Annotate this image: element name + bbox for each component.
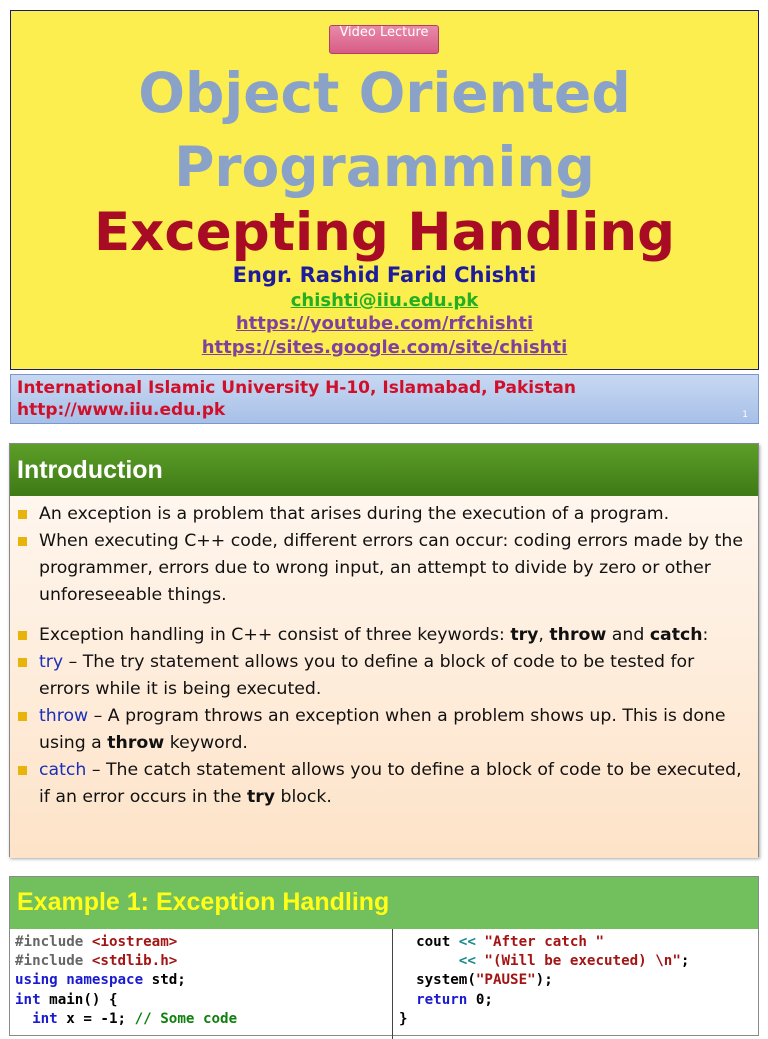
bullet-text: An exception is a problem that arises during the execution of a program.	[39, 504, 670, 524]
code-text: system(	[399, 972, 476, 989]
example-header	[10, 877, 758, 929]
code-header-name: <stdlib.h>	[91, 953, 178, 970]
code-text: cout	[399, 934, 459, 950]
code-text: main() {	[49, 991, 118, 1008]
slide-number: 1	[742, 410, 748, 420]
example-slide	[9, 876, 759, 1036]
code-line	[15, 933, 392, 952]
lecture-subtitle: Excepting Handling	[93, 202, 676, 263]
code-line	[15, 952, 392, 971]
code-text: std;	[151, 972, 186, 989]
keyword-catch: catch	[649, 625, 703, 645]
keyword-throw: throw	[549, 625, 607, 645]
bullet-square-icon	[18, 537, 27, 546]
bullet-text: – The catch statement allows you to define a block of code to be executed, if an error occurs in the	[39, 760, 742, 807]
bullet-square-icon	[18, 631, 27, 640]
separator: ,	[538, 625, 550, 645]
bullet-item	[18, 649, 748, 703]
code-indent	[399, 992, 416, 1008]
code-text: x = -1;	[66, 1010, 135, 1027]
code-preprocessor: #include	[15, 953, 92, 970]
separator: and	[606, 625, 650, 645]
author-name: Engr. Rashid Farid Chishti	[232, 263, 537, 287]
code-keyword: return	[416, 991, 476, 1008]
code-keyword: int	[32, 1010, 67, 1027]
code-text: }	[399, 1010, 408, 1027]
code-line	[15, 971, 392, 990]
code-line	[15, 1010, 392, 1029]
bullet-text: Exception handling in C++ consist of three keywords:	[39, 625, 511, 645]
code-keyword: using namespace	[15, 972, 152, 989]
bullet-square-icon	[18, 658, 27, 667]
keyword-throw-bold: throw	[107, 733, 165, 753]
university-bar	[10, 374, 759, 424]
keyword-try: try	[510, 625, 539, 645]
introduction-title: Introduction	[17, 456, 163, 484]
code-line	[399, 933, 758, 952]
code-panel-left	[10, 929, 393, 1039]
bullet-item	[18, 501, 748, 528]
bullet-text: – The try statement allows you to define a block of code to be tested for errors while it is being executed.	[39, 652, 695, 699]
bullet-item	[18, 703, 748, 757]
code-text: 0;	[475, 991, 493, 1008]
university-name: International Islamic University H-10, Islamabad, Pakistan	[17, 378, 576, 398]
separator: :	[702, 625, 709, 645]
bullet-item	[18, 528, 748, 609]
introduction-header	[10, 444, 758, 496]
code-line	[399, 1010, 758, 1029]
course-title-line2: Programming	[174, 135, 595, 199]
keyword-try: try	[39, 652, 64, 672]
code-text: );	[535, 972, 553, 989]
code-string: "PAUSE"	[475, 972, 536, 989]
code-text: ;	[680, 953, 690, 970]
code-panel-right	[394, 929, 758, 1039]
code-header-name: <iostream>	[91, 934, 178, 950]
bullet-square-icon	[18, 766, 27, 775]
bullet-square-icon	[18, 510, 27, 519]
code-preprocessor: #include	[15, 934, 92, 950]
introduction-slide	[9, 443, 759, 857]
code-line	[399, 991, 758, 1010]
code-string: "(Will be executed) \n"	[484, 953, 681, 970]
bullet-text: keyword.	[164, 733, 248, 753]
introduction-body	[10, 496, 758, 858]
bullet-text: – A program throws an exception when a problem shows up. This is done using a	[39, 706, 726, 753]
code-line	[399, 971, 758, 990]
example-title: Example 1: Exception Handling	[17, 888, 390, 916]
youtube-link[interactable]: https://youtube.com/rfchishti	[235, 313, 534, 334]
code-indent	[15, 1011, 32, 1027]
bullet-square-icon	[18, 712, 27, 721]
code-operator: <<	[458, 934, 485, 950]
website-link[interactable]: https://sites.google.com/site/chishti	[201, 337, 568, 358]
keyword-throw: throw	[39, 706, 89, 726]
code-indent	[399, 953, 459, 969]
bullet-list	[18, 501, 748, 811]
bullet-item	[18, 622, 748, 649]
code-operator: <<	[458, 953, 485, 970]
course-title-line1: Object Oriented	[138, 61, 631, 125]
code-string: "After catch "	[484, 934, 605, 950]
bullet-text: When executing C++ code, different errors can occur: coding errors made by the programmer, errors due to wrong input, an attempt to divide by zero or other unforeseeable things.	[39, 531, 743, 605]
code-comment: // Some code	[134, 1010, 238, 1027]
university-url[interactable]: http://www.iiu.edu.pk	[17, 400, 226, 420]
code-line	[399, 952, 758, 971]
video-lecture-button[interactable]: Video Lecture	[329, 25, 439, 54]
bullet-text: block.	[275, 787, 332, 807]
title-slide	[10, 10, 759, 370]
keyword-catch: catch	[39, 760, 87, 780]
email-link[interactable]: chishti@iiu.edu.pk	[290, 290, 479, 311]
keyword-try-bold: try	[246, 787, 276, 807]
bullet-item	[18, 757, 748, 811]
code-keyword: int	[15, 991, 50, 1008]
code-line	[15, 991, 392, 1010]
